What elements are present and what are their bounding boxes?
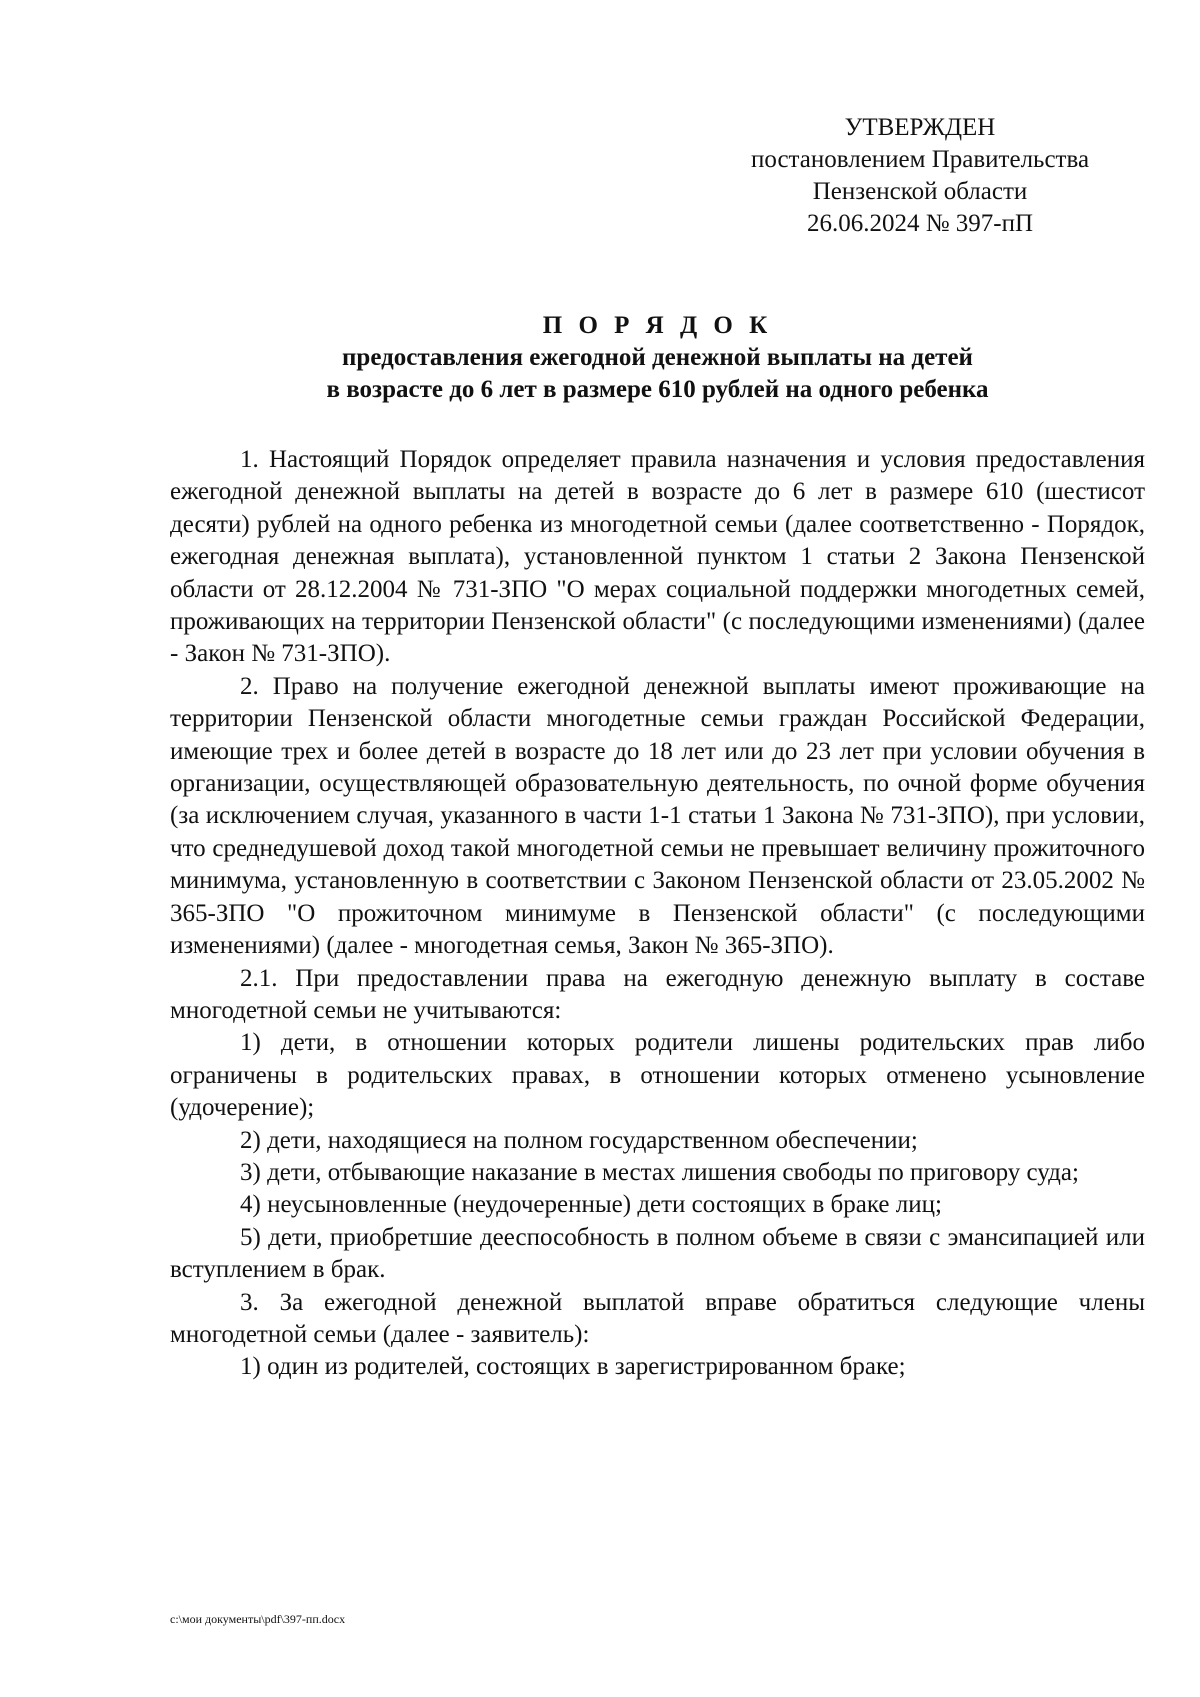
title-subtitle-line-2: в возрасте до 6 лет в размере 610 рублей на одного ребенка <box>326 376 989 403</box>
approval-stamp <box>700 112 1140 240</box>
paragraph-1: 1. Настоящий Порядок определяет правила назначения и условия предоставления ежегодной денежной выплаты на детей в возрасте до 6 лет в размере 610 (шестисот десяти) рублей на одного ребенка из многодетной семьи (далее соответственно - Порядок, ежегодная денежная выплата), установленной пунктом 1 статьи 2 Закона Пензенской области от 28.12.2004 № 731-ЗПО "О мерах социальной поддержки многодетных семей, проживающих на территории Пензенской области" (с последующими изменениями) (далее - Закон № 731-ЗПО). <box>170 446 1145 668</box>
footer-file-path: c:\мои документы\pdf\397-пп.docx <box>170 1612 346 1626</box>
paragraph-3: 3. За ежегодной денежной выплатой вправе обратиться следующие члены многодетной семьи (далее - заявитель): <box>170 1288 1145 1348</box>
document-title <box>170 310 1145 406</box>
document-body <box>170 444 1145 1384</box>
list-item-4: 4) неусыновленные (неудочеренные) дети состоящих в браке лиц; <box>240 1191 942 1219</box>
list-item-2: 2) дети, находящиеся на полном государственном обеспечении; <box>240 1126 918 1154</box>
approval-date-number: 26.06.2024 № 397-пП <box>806 210 1034 237</box>
paragraph-3-item-1: 1) один из родителей, состоящих в зарегистрированном браке; <box>240 1353 906 1381</box>
approval-resolution: постановлением Правительства <box>750 146 1090 173</box>
paragraph-2-1: 2.1. При предоставлении права на ежегодную денежную выплату в составе многодетной семьи не учитываются: <box>170 964 1145 1024</box>
title-subtitle-line-1: предоставления ежегодной денежной выплаты на детей <box>342 344 973 371</box>
title-heading: П О Р Я Д О К <box>542 312 773 339</box>
paragraph-2: 2. Право на получение ежегодной денежной выплаты имеют проживающие на территории Пензенской области многодетные семьи граждан Российской Федерации, имеющие трех и более детей в возрасте до 18 лет или до 23 лет при условии обучения в организации, осуществляющей образовательную деятельность, по очной форме обучения (за исключением случая, указанного в части 1-1 статьи 1 Закона № 731-ЗПО), при условии, что среднедушевой доход такой многодетной семьи не превышает величину прожиточного минимума, установленную в соответствии с Законом Пензенской области от 23.05.2002 № 365-ЗПО "О прожиточном минимуме в Пензенской области" (с последующими изменениями) (далее - многодетная семья, Закон № 365-ЗПО). <box>170 672 1145 960</box>
approval-region: Пензенской области <box>812 178 1028 205</box>
list-item-3: 3) дети, отбывающие наказание в местах лишения свободы по приговору суда; <box>240 1158 1079 1186</box>
list-item-5: 5) дети, приобретшие дееспособность в полном объеме в связи с эмансипацией или вступлением в брак. <box>170 1223 1145 1284</box>
list-item-1: 1) дети, в отношении которых родители лишены родительских прав либо ограничены в родительских правах, в отношении которых отменено усыновление (удочерение); <box>170 1029 1145 1122</box>
approval-approved: УТВЕРЖДЕН <box>844 114 996 141</box>
